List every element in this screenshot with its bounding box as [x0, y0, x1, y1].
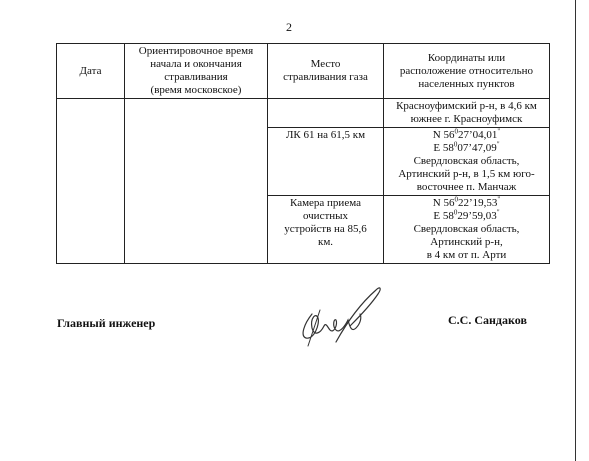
header-date: Дата	[57, 44, 125, 99]
header-place: Место стравливания газа	[268, 44, 384, 99]
header-time: Ориентировочное время начала и окончания стравливания (время московское)	[125, 44, 268, 99]
time-cell	[125, 99, 268, 264]
header-coordinates: Координаты или расположение относительно населенных пунктов	[384, 44, 550, 99]
place-cell	[268, 99, 384, 128]
gas-release-table	[56, 43, 550, 264]
coordinates-cell: N $56^027’04,01^"$ E $58^007’47,09^"$ Свердловская область, Артинский р-н, в 1,5 км юго- восточнее п. Манчаж	[384, 128, 550, 196]
longitude: E $58^029’59,03^"$	[433, 208, 500, 222]
place-cell: ЛК 61 на 61,5 км	[268, 128, 384, 196]
table-header-row	[57, 44, 550, 99]
signer-position: Главный инженер	[57, 316, 156, 330]
coordinates-cell: N $56^022’19,53^"$ E $58^029’59,03^"$ Свердловская область, Артинский р-н, в 4 км от п. Арти	[384, 196, 550, 264]
longitude: E $58^007’47,09^"$	[433, 140, 500, 154]
table-row	[57, 99, 550, 128]
signer-name: С.С. Сандаков	[448, 313, 527, 327]
place-cell: Камера приема очистных устройств на 85,6 км.	[268, 196, 384, 264]
latitude: N $56^022’19,53^"$	[432, 195, 501, 209]
page-number: 2	[286, 20, 292, 34]
latitude: N $56^027’04,01^"$	[432, 127, 501, 141]
handwritten-signature	[290, 284, 390, 354]
date-cell	[57, 99, 125, 264]
coordinates-cell: Красноуфимский р-н, в 4,6 км южнее г. Красноуфимск	[384, 99, 550, 128]
page-edge-line	[575, 0, 576, 461]
